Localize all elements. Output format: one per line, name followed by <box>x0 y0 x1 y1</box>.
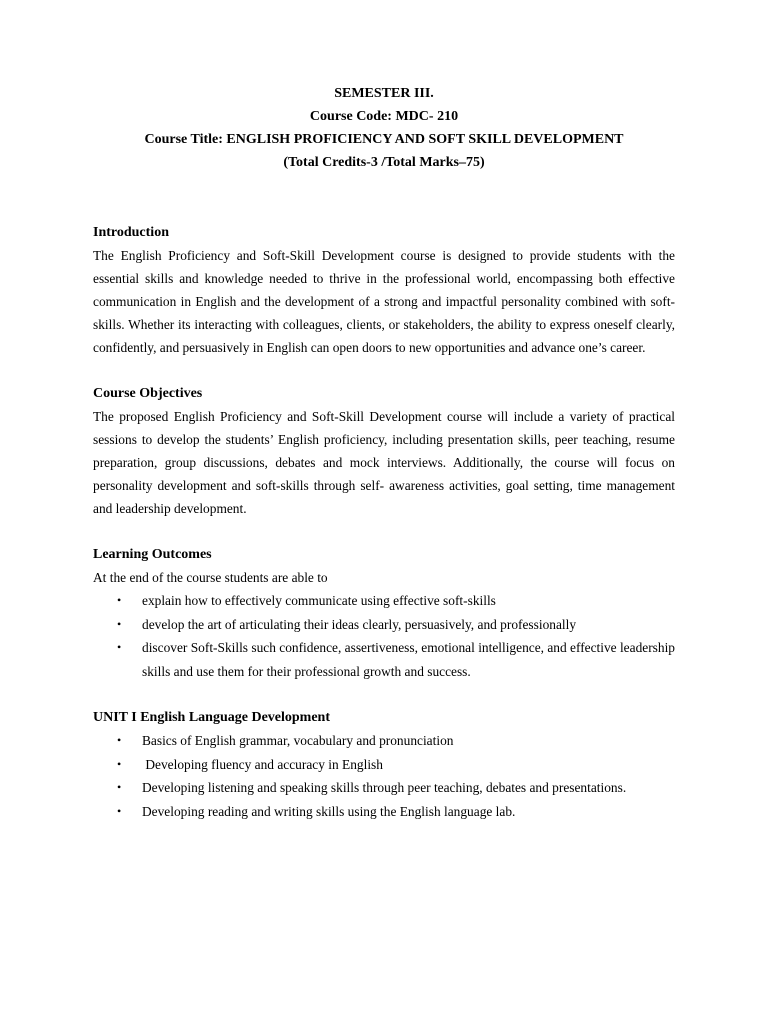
list-item <box>93 729 675 753</box>
unit1-title: UNIT I English Language Development <box>93 710 331 725</box>
list-item-text: Developing fluency and accuracy in English <box>142 756 383 772</box>
course-code: Course Code: MDC- 210 <box>309 109 459 124</box>
list-item <box>93 636 675 683</box>
list-item-text: develop the art of articulating their ideas clearly, persuasively, and professionally <box>142 616 577 632</box>
bullet-icon: • <box>117 756 122 771</box>
unit1-list <box>93 729 675 823</box>
bullet-icon: • <box>117 593 122 607</box>
outcomes-list <box>93 589 675 683</box>
bullet-icon: • <box>117 803 122 818</box>
list-item <box>93 776 675 800</box>
objectives-section <box>93 382 675 520</box>
list-item-text: discover Soft-Skills such confidence, assertiveness, emotional intelligence, and effective leadership skills and use them for their professional growth and success. <box>142 640 675 679</box>
list-item <box>93 800 675 824</box>
outcomes-intro: At the end of the course students are able to <box>93 570 328 585</box>
list-item <box>93 753 675 777</box>
list-item <box>93 613 675 637</box>
document-page <box>93 82 675 823</box>
outcomes-title: Learning Outcomes <box>93 547 212 562</box>
introduction-section <box>93 221 675 359</box>
list-item-text: Developing reading and writing skills using the English language lab. <box>142 803 516 819</box>
objectives-title: Course Objectives <box>93 386 203 401</box>
list-item-text: Developing listening and speaking skills through peer teaching, debates and presentations. <box>142 780 627 795</box>
outcomes-section <box>93 543 675 683</box>
semester-heading: SEMESTER III. <box>334 86 434 101</box>
bullet-icon: • <box>117 640 122 654</box>
bullet-icon: • <box>117 733 122 747</box>
introduction-text: The English Proficiency and Soft-Skill Development course is designed to provide students with the essential skills and knowledge needed to thrive in the professional world, encompassing both effective communication in English and the development of a strong and impactful personality combined with soft-skills. Whether its interacting with colleagues, clients, or stakeholders, the ability to express oneself clearly, confidently, and persuasively in English can open doors to new opportunities and advance one’s career. <box>93 248 675 355</box>
bullet-icon: • <box>117 780 122 794</box>
list-item <box>93 589 675 613</box>
objectives-text: The proposed English Proficiency and Soft-Skill Development course will include a variety of practical sessions to develop the students’ English proficiency, including presentation skills, peer teaching, resume preparation, group discussions, debates and mock interviews. Additionally, the course will focus on personality development and soft-skills through self- awareness activities, goal setting, time management and leadership development. <box>93 409 675 516</box>
unit1-section <box>93 706 675 823</box>
list-item-text: explain how to effectively communicate using effective soft-skills <box>142 593 496 608</box>
credits-line: (Total Credits-3 /Total Marks–75) <box>283 155 485 170</box>
list-item-text: Basics of English grammar, vocabulary and pronunciation <box>142 733 454 748</box>
bullet-icon: • <box>117 616 122 631</box>
introduction-title: Introduction <box>93 225 169 240</box>
course-title: Course Title: ENGLISH PROFICIENCY AND SOFT SKILL DEVELOPMENT <box>144 132 624 147</box>
